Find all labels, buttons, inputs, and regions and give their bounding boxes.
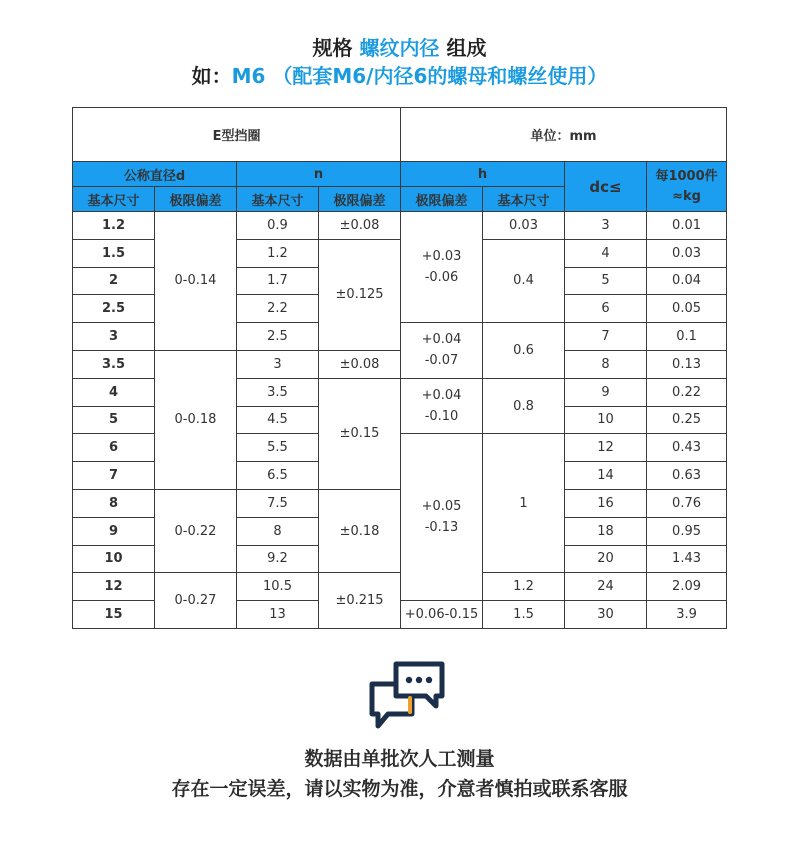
cell-n: 1.7 — [237, 267, 319, 295]
cell-h-tolerance — [401, 323, 483, 379]
cell-n: 5.5 — [237, 434, 319, 462]
cell-weight: 0.25 — [647, 406, 727, 434]
table-name: E型挡圈 — [73, 108, 401, 162]
cell-d: 5 — [73, 406, 155, 434]
cell-n-tolerance: ±0.08 — [319, 350, 401, 378]
cell-n: 8 — [237, 517, 319, 545]
cell-n: 6.5 — [237, 462, 319, 490]
cell-n: 13 — [237, 601, 319, 629]
cell-h: 1.2 — [483, 573, 565, 601]
cell-h-tolerance — [401, 378, 483, 434]
title-line1 — [0, 34, 799, 62]
cell-dc: 5 — [565, 267, 647, 295]
header-h-tolerance: 极限偏差 — [401, 187, 483, 212]
title-example-prefix: 如： — [191, 64, 232, 88]
cell-dc: 10 — [565, 406, 647, 434]
h-tol-lower: -0.13 — [424, 520, 459, 536]
cell-d-tolerance: 0-0.18 — [155, 350, 237, 489]
header-h: h — [401, 162, 565, 187]
cell-h: 0.03 — [483, 212, 565, 240]
cell-d: 6 — [73, 434, 155, 462]
cell-d: 3.5 — [73, 350, 155, 378]
cell-weight: 0.13 — [647, 350, 727, 378]
cell-dc: 8 — [565, 350, 647, 378]
cell-dc: 24 — [565, 573, 647, 601]
chat-bubbles-icon — [366, 658, 446, 736]
cell-weight: 2.09 — [647, 573, 727, 601]
cell-d: 12 — [73, 573, 155, 601]
h-tol-lower: -0.10 — [424, 409, 459, 425]
note-line1: 数据由单批次人工测量 — [304, 748, 495, 770]
cell-d-tolerance: 0-0.27 — [155, 573, 237, 629]
title-composition: 组成 — [446, 36, 487, 60]
h-tol-upper: +0.04 — [421, 388, 462, 404]
cell-h: 1 — [483, 434, 565, 573]
cell-dc: 3 — [565, 212, 647, 240]
table-row — [73, 573, 727, 601]
cell-h-tolerance — [401, 212, 483, 323]
cell-h-tolerance — [401, 434, 483, 601]
table-unit: 单位：mm — [401, 108, 727, 162]
header-weight — [647, 162, 727, 212]
cell-d: 10 — [73, 545, 155, 573]
cell-n: 3.5 — [237, 378, 319, 406]
title-example: M6 （配套M6/内径6的螺母和螺丝使用） — [231, 64, 608, 88]
cell-dc: 6 — [565, 295, 647, 323]
cell-d-tolerance: 0-0.14 — [155, 212, 237, 351]
cell-n-tolerance: ±0.215 — [319, 573, 401, 629]
cell-dc: 18 — [565, 517, 647, 545]
cell-n: 3 — [237, 350, 319, 378]
cell-d: 2.5 — [73, 295, 155, 323]
cell-d: 2 — [73, 267, 155, 295]
cell-dc: 9 — [565, 378, 647, 406]
table-row — [73, 489, 727, 517]
h-tol-lower: -0.07 — [424, 353, 459, 369]
h-tol-lower: -0.06 — [424, 270, 459, 286]
h-tol-upper: +0.04 — [421, 332, 462, 348]
h-tol-upper: +0.05 — [421, 499, 462, 515]
cell-d: 9 — [73, 517, 155, 545]
cell-n-tolerance: ±0.15 — [319, 378, 401, 489]
cell-d: 7 — [73, 462, 155, 490]
cell-dc: 20 — [565, 545, 647, 573]
cell-n-tolerance: ±0.125 — [319, 239, 401, 350]
header-weight-line2: ≈kg — [672, 188, 701, 204]
cell-weight: 0.05 — [647, 295, 727, 323]
cell-weight: 0.04 — [647, 267, 727, 295]
header-nominal-diameter: 公称直径d — [73, 162, 237, 187]
cell-weight: 0.01 — [647, 212, 727, 240]
cell-weight: 0.63 — [647, 462, 727, 490]
cell-weight: 0.03 — [647, 239, 727, 267]
cell-dc: 14 — [565, 462, 647, 490]
cell-d: 1.2 — [73, 212, 155, 240]
cell-d: 3 — [73, 323, 155, 351]
header-n-basic-size: 基本尺寸 — [237, 187, 319, 212]
cell-dc: 12 — [565, 434, 647, 462]
h-tol-upper: +0.03 — [421, 249, 462, 265]
cell-h-tolerance: +0.06-0.15 — [401, 601, 483, 629]
header-dc: dc≤ — [565, 162, 647, 212]
cell-n-tolerance: ±0.08 — [319, 212, 401, 240]
header-d-tolerance: 极限偏差 — [155, 187, 237, 212]
cell-n: 0.9 — [237, 212, 319, 240]
cell-d: 15 — [73, 601, 155, 629]
cell-weight: 3.9 — [647, 601, 727, 629]
cell-weight: 1.43 — [647, 545, 727, 573]
cell-h: 0.4 — [483, 239, 565, 322]
cell-n: 9.2 — [237, 545, 319, 573]
note-line2: 存在一定误差，请以实物为准，介意者慎拍或联系客服 — [171, 778, 628, 800]
cell-d: 8 — [73, 489, 155, 517]
cell-n: 10.5 — [237, 573, 319, 601]
cell-d-tolerance: 0-0.22 — [155, 489, 237, 572]
cell-weight: 0.1 — [647, 323, 727, 351]
cell-dc: 16 — [565, 489, 647, 517]
cell-n: 1.2 — [237, 239, 319, 267]
cell-dc: 30 — [565, 601, 647, 629]
header-n: n — [237, 162, 401, 187]
cell-weight: 0.76 — [647, 489, 727, 517]
cell-dc: 4 — [565, 239, 647, 267]
cell-weight: 0.95 — [647, 517, 727, 545]
header-n-tolerance: 极限偏差 — [319, 187, 401, 212]
cell-h: 1.5 — [483, 601, 565, 629]
cell-n: 7.5 — [237, 489, 319, 517]
spec-table — [72, 107, 727, 629]
cell-weight: 0.43 — [647, 434, 727, 462]
cell-n: 2.2 — [237, 295, 319, 323]
cell-h: 0.6 — [483, 323, 565, 379]
cell-h: 0.8 — [483, 378, 565, 434]
header-weight-line1: 每1000件 — [655, 168, 718, 184]
header-h-basic-size: 基本尺寸 — [483, 187, 565, 212]
table-row — [73, 212, 727, 240]
cell-n-tolerance: ±0.18 — [319, 489, 401, 572]
cell-d: 1.5 — [73, 239, 155, 267]
table-row — [73, 350, 727, 378]
cell-weight: 0.22 — [647, 378, 727, 406]
cell-n: 4.5 — [237, 406, 319, 434]
cell-n: 2.5 — [237, 323, 319, 351]
title-thread-inner-diameter: 螺纹内径 — [359, 36, 440, 60]
cell-d: 4 — [73, 378, 155, 406]
title-line2 — [0, 62, 799, 90]
cell-dc: 7 — [565, 323, 647, 351]
title-spec: 规格 — [312, 36, 353, 60]
header-d-basic-size: 基本尺寸 — [73, 187, 155, 212]
